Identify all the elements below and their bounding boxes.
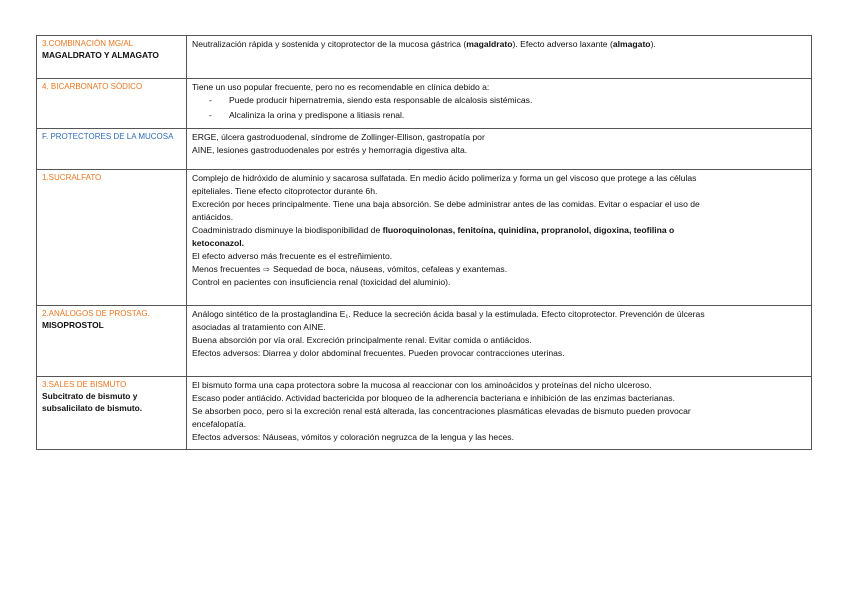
category-label: 4. BICARBONATO SÓDICO [42, 82, 143, 91]
row-content-cell [187, 129, 812, 170]
row-label-cell [37, 129, 187, 170]
text-line: epiteliales. Tiene efecto citoprotector durante 6h. [192, 186, 378, 196]
text-line: El efecto adverso más frecuente es el estreñimiento. [192, 251, 393, 261]
text-line: Tiene un uso popular frecuente, pero no es recomendable en clínica debido a: [192, 82, 490, 92]
text-line: Buena absorción por vía oral. Excreción principalmente renal. Evitar comida o antiácidos. [192, 335, 532, 345]
text-line: AINE, lesiones gastroduodenales por estrés y hemorragia digestiva alta. [192, 145, 468, 155]
row-content-cell [187, 79, 812, 129]
text-line: Análogo sintético de la prostaglandina E₁. Reduce la secreción ácida basal y la estimulada. Efecto citoprotector. Prevención de úlceras [192, 309, 705, 319]
table-row [37, 36, 812, 79]
drug-table [36, 35, 812, 450]
text-line: Se absorben poco, pero si la excreción renal está alterada, las concentraciones plasmáticas elevadas de bismuto pueden provocar [192, 406, 691, 416]
subcategory-label: MISOPROSTOL [42, 320, 104, 330]
table-row [37, 306, 812, 377]
subcategory-label: Subcitrato de bismuto y [42, 391, 138, 401]
text-line: Coadministrado disminuye la biodisponibilidad de fluoroquinolonas, fenitoína, quinidina, propranolol, digoxina, teofilina o [192, 225, 675, 235]
row-content-cell [187, 377, 812, 450]
category-label: 3.SALES DE BISMUTO [42, 380, 127, 389]
text-line: Excreción por heces principalmente. Tiene una baja absorción. Se debe administrar antes de las comidas. Evitar o espaciar el uso de [192, 199, 700, 209]
text-line: Menos frecuentes ⇨ Sequedad de boca, náuseas, vómitos, cefaleas y exantemas. [192, 264, 508, 274]
category-label: F. PROTECTORES DE LA MUCOSA [42, 132, 174, 141]
table-row [37, 377, 812, 450]
text-line: Efectos adversos: Diarrea y dolor abdominal frecuentes. Pueden provocar contracciones uterinas. [192, 348, 565, 358]
bullet-item: - Puede producir hipernatremia, siendo esta responsable de alcalosis sistémicas. [209, 95, 533, 105]
text-line: antiácidos. [192, 212, 234, 222]
category-label: 2.ANÁLOGOS DE PROSTAG. [42, 309, 150, 318]
row-label-cell [37, 170, 187, 306]
bullet-item: - Alcaliniza la orina y predispone a litiasis renal. [209, 110, 405, 120]
text-line: ERGE, úlcera gastroduodenal, síndrome de Zollinger-Ellison, gastropatía por [192, 132, 485, 142]
text-line: encefalopatía. [192, 419, 246, 429]
subcategory-label: MAGALDRATO Y ALMAGATO [42, 50, 159, 60]
row-content-cell [187, 36, 812, 79]
text-line: El bismuto forma una capa protectora sobre la mucosa al reaccionar con los aminoácidos y proteínas del nicho ulceroso. [192, 380, 652, 390]
category-label: 1.SUCRALFATO [42, 173, 102, 182]
row-label-cell [37, 79, 187, 129]
text-line: Neutralización rápida y sostenida y citoprotector de la mucosa gástrica (magaldrato). Efecto adverso laxante (almagato). [192, 39, 656, 49]
table-row [37, 79, 812, 129]
text-line: asociadas al tratamiento con AINE. [192, 322, 326, 332]
arrow-icon: ⇨ [263, 265, 271, 274]
text-line: Efectos adversos: Náuseas, vómitos y coloración negruzca de la lengua y las heces. [192, 432, 514, 442]
row-content-cell [187, 306, 812, 377]
text-line: ketoconazol. [192, 238, 245, 248]
text-line: Complejo de hidróxido de aluminio y sacarosa sulfatada. En medio ácido polimeriza y forma un gel viscoso que protege a las células [192, 173, 697, 183]
table-row [37, 129, 812, 170]
category-label: 3.COMBINACIÓN MG/AL [42, 39, 134, 48]
row-label-cell [37, 377, 187, 450]
subcategory-label: subsalicilato de bismuto. [42, 403, 143, 413]
table-row [37, 170, 812, 306]
row-content-cell [187, 170, 812, 306]
row-label-cell [37, 36, 187, 79]
row-label-cell [37, 306, 187, 377]
text-line: Escaso poder antiácido. Actividad bactericida por bloqueo de la adherencia bacteriana e inhibición de las enzimas bacterianas. [192, 393, 675, 403]
text-line: Control en pacientes con insuficiencia renal (toxicidad del aluminio). [192, 277, 451, 287]
